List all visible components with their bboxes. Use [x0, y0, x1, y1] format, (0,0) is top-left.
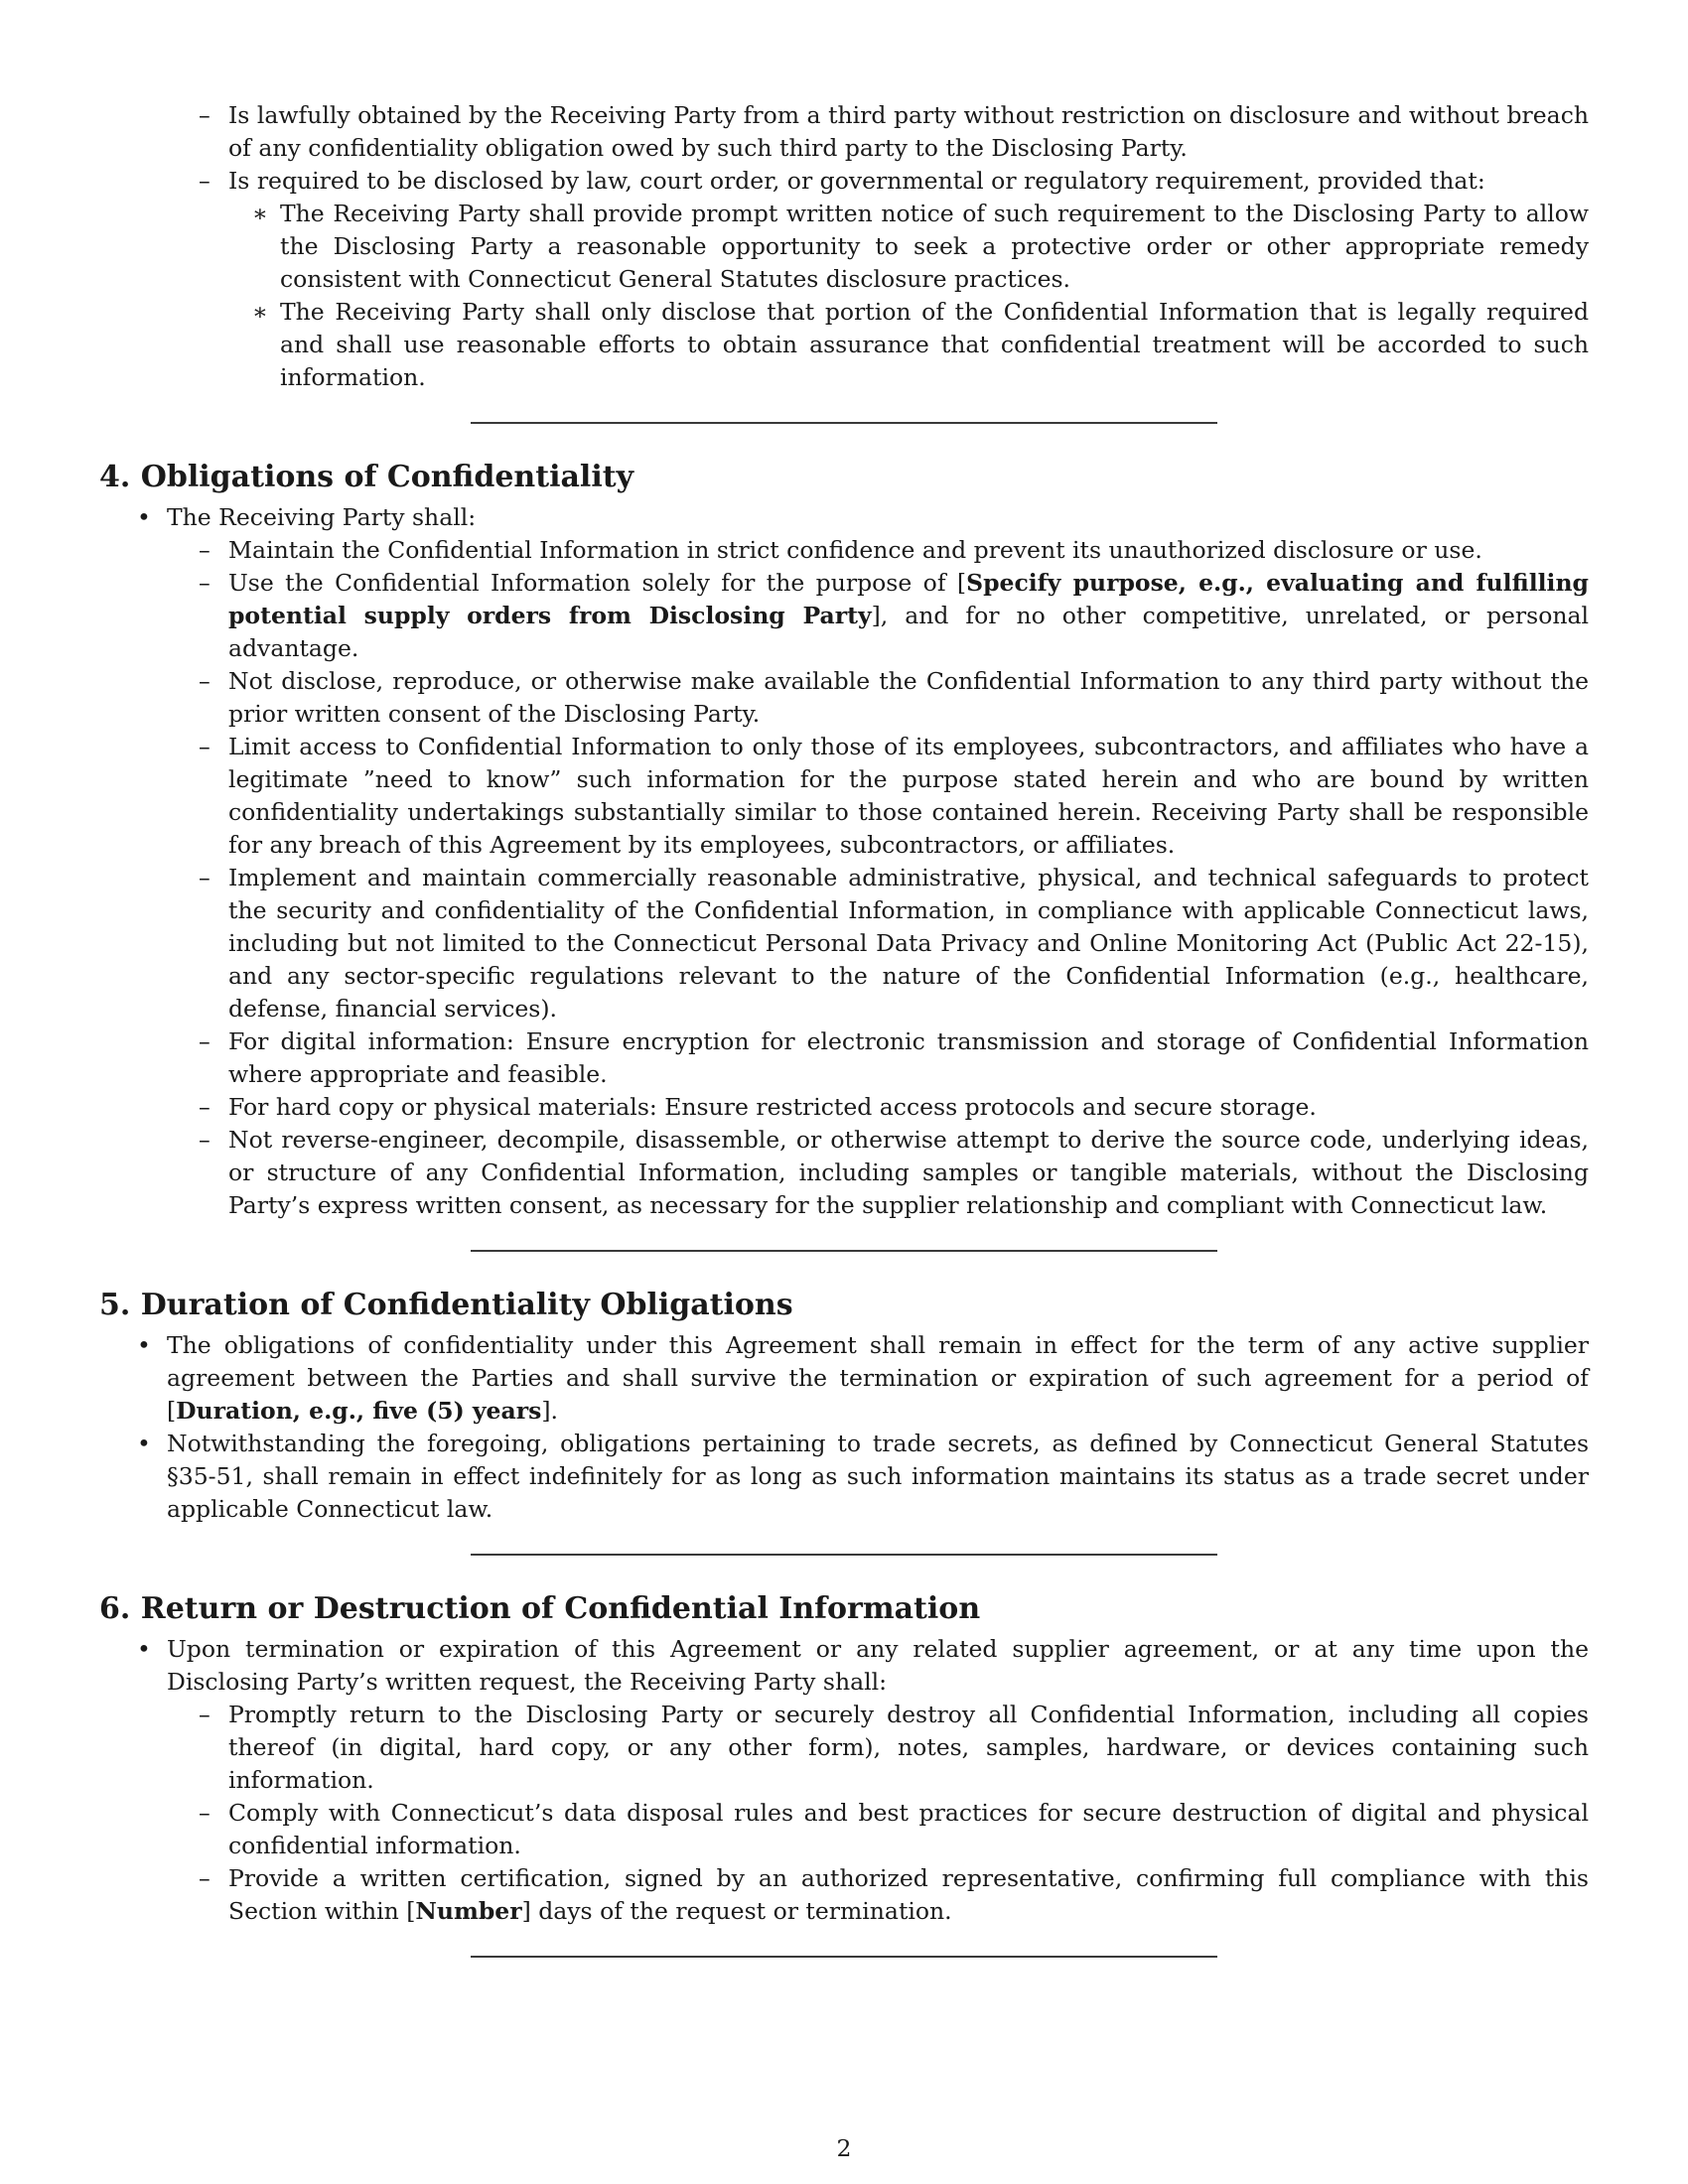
dash-bullet: –	[199, 667, 211, 695]
dash-bullet: –	[199, 167, 211, 195]
section-5-body	[99, 1329, 1589, 1526]
section-4-body	[99, 501, 1589, 1222]
list-item: – Comply with Connecticut’s data disposal rules and best practices for secure destruction of digital and physical confidential information.	[199, 1799, 1589, 1859]
dash-bullet: –	[199, 864, 211, 891]
list-item: – Limit access to Confidential Information to only those of its employees, subcontractors, and affiliates who have a legitimate ”need to know” such information for the purpose stated herein and who are bound by written confidentiality undertakings substantially similar to those contained herein. Receiving Party shall be responsible for any breach of this Agreement by its employees, subcontractors, or affiliates.	[199, 733, 1589, 859]
dash-bullet: –	[199, 101, 211, 129]
placeholder-number: Number	[415, 1897, 522, 1925]
list-item: • The Receiving Party shall:	[167, 501, 1589, 534]
list-item: • The obligations of confidentiality under this Agreement shall remain in effect for the term of any active supplier agreement between the Parties and shall survive the termination or expiration of such agreement for a period of [Duration, e.g., five (5) years].	[137, 1331, 1589, 1425]
dash-bullet: –	[199, 1701, 211, 1728]
section-heading: 6. Return or Destruction of Confidential Information	[99, 1591, 981, 1626]
list-item: – Is lawfully obtained by the Receiving Party from a third party without restriction on disclosure and without breach of any confidentiality obligation owed by such third party to the Disclosing Party.	[199, 101, 1589, 162]
section-divider	[471, 1956, 1217, 1958]
list-item: – Is required to be disclosed by law, court order, or governmental or regulatory requirement, provided that:	[228, 165, 1589, 198]
list-item: – Promptly return to the Disclosing Party or securely destroy all Confidential Information, including all copies thereof (in digital, hard copy, or any other form), notes, samples, hardware, or devices containing such information.	[199, 1701, 1589, 1794]
section-heading: 4. Obligations of Confidentiality	[99, 460, 634, 494]
page-number: 2	[836, 2134, 852, 2162]
list-item: – For hard copy or physical materials: Ensure restricted access protocols and secure storage.	[228, 1091, 1589, 1124]
dash-bullet: –	[199, 536, 211, 564]
dash-bullet: –	[199, 733, 211, 760]
dash-bullet: –	[199, 1799, 211, 1827]
section-6-body	[99, 1633, 1589, 1928]
document-page	[99, 99, 1589, 1958]
bullet-dot: •	[137, 1331, 151, 1359]
dash-bullet: –	[199, 1093, 211, 1121]
bullet-dot: •	[137, 1635, 151, 1663]
dash-bullet: –	[199, 569, 211, 597]
sub-list-item: ∗ The Receiving Party shall only disclose that portion of the Confidential Information that is legally required and shall use reasonable efforts to obtain assurance that confidential treatment will be accorded to such information.	[252, 298, 1589, 391]
placeholder-duration: Duration, e.g., five (5) years	[176, 1397, 542, 1425]
list-item: – Provide a written certification, signed by an authorized representative, confirming full compliance with this Section within [Number] days of the request or termination.	[199, 1864, 1589, 1925]
list-item: – For digital information: Ensure encryption for electronic transmission and storage of Confidential Information where appropriate and feasible.	[199, 1027, 1589, 1088]
placeholder-purpose: Specify purpose, e.g., evaluating and fulfilling potential supply orders from Disclosing Party	[228, 569, 1589, 629]
list-item: – Not disclose, reproduce, or otherwise make available the Confidential Information to any third party without the prior written consent of the Disclosing Party.	[199, 667, 1589, 728]
bullet-dot: •	[137, 503, 151, 531]
section-divider	[471, 1554, 1217, 1556]
list-item: – Maintain the Confidential Information in strict confidence and prevent its unauthorized disclosure or use.	[228, 534, 1589, 567]
asterisk-bullet: ∗	[252, 298, 268, 326]
section-divider	[471, 422, 1217, 424]
dash-bullet: –	[199, 1864, 211, 1892]
continuation-list	[99, 99, 1589, 394]
dash-bullet: –	[199, 1126, 211, 1154]
list-item: • Upon termination or expiration of this Agreement or any related supplier agreement, or at any time upon the Disclosing Party’s written request, the Receiving Party shall:	[137, 1635, 1589, 1696]
asterisk-bullet: ∗	[252, 200, 268, 227]
section-divider	[471, 1250, 1217, 1252]
list-item: – Implement and maintain commercially reasonable administrative, physical, and technical safeguards to protect the security and confidentiality of the Confidential Information, in compliance with applicable Connecticut laws, including but not limited to the Connecticut Personal Data Privacy and Online Monitoring Act (Public Act 22-15), and any sector-specific regulations relevant to the nature of the Confidential Information (e.g., healthcare, defense, financial services).	[199, 864, 1589, 1023]
dash-bullet: –	[199, 1027, 211, 1055]
sub-list-item: ∗ The Receiving Party shall provide prompt written notice of such requirement to the Disclosing Party to allow the Disclosing Party a reasonable opportunity to seek a protective order or other appropriate remedy consistent with Connecticut General Statutes disclosure practices.	[252, 200, 1589, 293]
list-item: – Use the Confidential Information solely for the purpose of [Specify purpose, e.g., evaluating and fulfilling potential supply orders from Disclosing Party], and for no other competitive, unrelated, or personal advantage.	[199, 569, 1590, 662]
bullet-dot: •	[137, 1430, 151, 1457]
list-item: • Notwithstanding the foregoing, obligations pertaining to trade secrets, as defined by Connecticut General Statutes §35-51, shall remain in effect indefinitely for as long as such information maintains its status as a trade secret under applicable Connecticut law.	[137, 1430, 1589, 1523]
section-heading: 5. Duration of Confidentiality Obligations	[99, 1288, 793, 1322]
list-item: – Not reverse-engineer, decompile, disassemble, or otherwise attempt to derive the source code, underlying ideas, or structure of any Confidential Information, including samples or tangible materials, without the Disclosing Party’s express written consent, as necessary for the supplier relationship and compliant with Connecticut law.	[199, 1126, 1589, 1219]
